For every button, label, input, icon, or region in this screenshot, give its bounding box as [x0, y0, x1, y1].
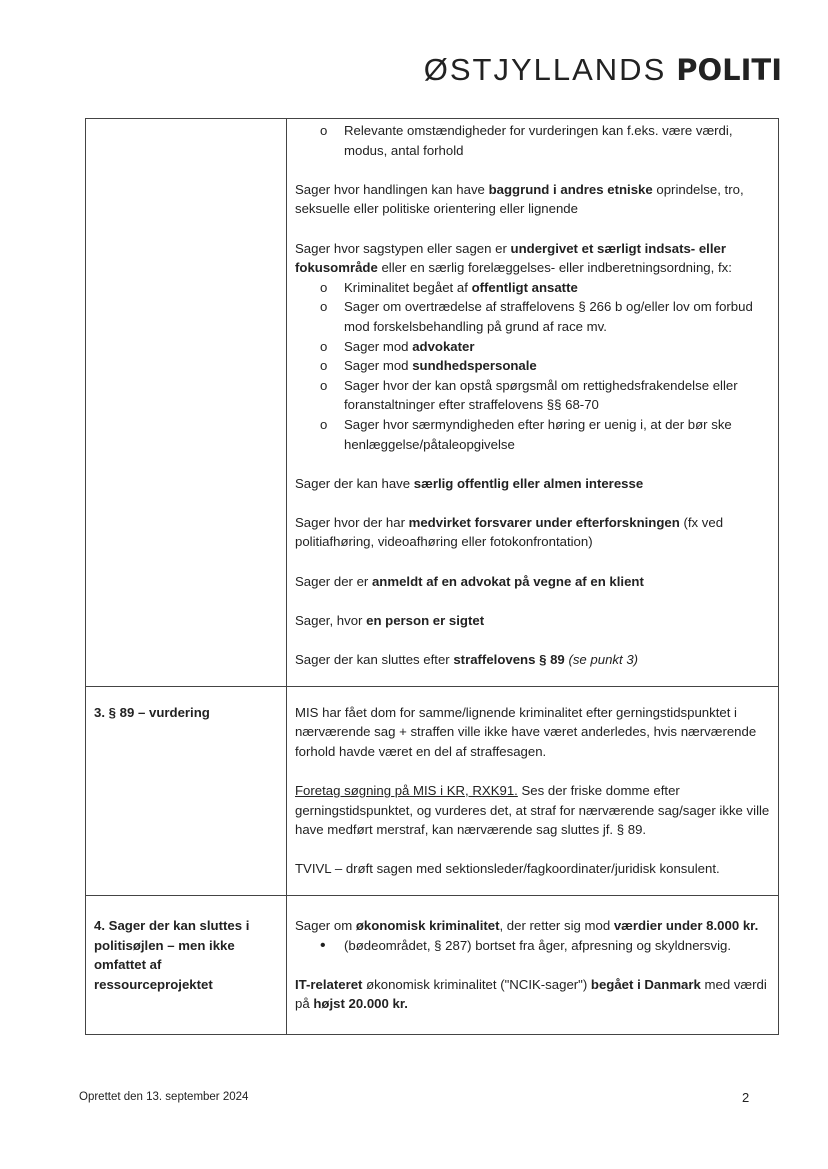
search-instruction-link: Foretag søgning på MIS i KR, RXK91. [295, 783, 518, 798]
list-item: o Sager mod sundhedspersonale [295, 356, 772, 376]
circle-bullet-icon: o [320, 358, 328, 374]
police-logo [424, 52, 782, 88]
logo-politi-text: POLITI [676, 53, 782, 87]
list-item: o Sager mod advokater [295, 337, 772, 357]
row-content [287, 119, 779, 687]
footer-created-date: Oprettet den 13. september 2024 [79, 1091, 249, 1103]
bullet-list [295, 936, 772, 956]
row-content [287, 686, 779, 895]
list-item: o Kriminalitet begået af offentligt ansatte [295, 278, 772, 298]
list-item: o Sager hvor der kan opstå spørgsmål om rettighedsfrakendelse eller foranstaltninger efter straffelovens §§ 68-70 [320, 377, 738, 413]
paragraph: Sager hvor handlingen kan have baggrund i andres etniske oprindelse, tro, seksuelle eller politiske orientering eller lignende [295, 181, 744, 217]
row-label: 4. Sager der kan sluttes i politisøjlen – men ikke omfattet af ressourceprojektet [86, 895, 287, 1034]
paragraph: MIS har fået dom for samme/lignende kriminalitet efter gerningstidspunktet i nærværende sag + straffen ville ikke have været anderledes, hvis nærværende forhold havde været en del af straffesagen. [295, 704, 757, 759]
list-item: • (bødeområdet, § 287) bortset fra åger, afpresning og skyldnersvig. [320, 936, 732, 954]
row-label: 3. § 89 – vurdering [86, 686, 287, 895]
circle-bullet-icon: o [320, 377, 328, 393]
paragraph: IT-relateret økonomisk kriminalitet ("NCIK-sager") begået i Danmark med værdi på højst 20.000 kr. [295, 976, 767, 1012]
table-row [86, 686, 779, 895]
logo-region-text: ØSTJYLLANDS [423, 52, 667, 87]
paragraph: Sager der kan have særlig offentlig eller almen interesse [295, 475, 644, 491]
table-row [86, 895, 779, 1034]
row-content [287, 895, 779, 1034]
circle-bullet-icon: o [320, 338, 328, 354]
circle-bullet-icon: o [320, 279, 328, 295]
guideline-table [85, 118, 779, 1035]
paragraph: Sager hvor der har medvirket forsvarer under efterforskningen (fx ved politiafhøring, videoafhøring eller fotokonfrontation) [295, 514, 724, 550]
list-item: o Relevante omstændigheder for vurderingen kan f.eks. være værdi, modus, antal forhold [320, 123, 733, 158]
table-row [86, 119, 779, 687]
circle-bullet-icon: o [320, 416, 328, 432]
paragraph: Sager, hvor en person er sigtet [295, 612, 485, 628]
row-label-empty [86, 119, 287, 687]
paragraph: Foretag søgning på MIS i KR, RXK91. Ses der friske domme efter gerningstidspunktet, og vurderes det, at straf for nærværende sag/sager ikke ville have medført merstraf, kan nærværende sag sluttes jf. § 89. [295, 783, 770, 838]
bullet-list [295, 121, 772, 160]
bullet-list [295, 278, 772, 454]
list-item: o Sager hvor særmyndigheden efter høring er uenig i, at der bør ske henlæggelse/påtaleopgivelse [320, 416, 732, 452]
dot-bullet-icon: • [320, 936, 326, 954]
page-number: 2 [742, 1090, 750, 1105]
paragraph: Sager der kan sluttes efter straffelovens § 89 (se punkt 3) [295, 652, 639, 668]
circle-bullet-icon: o [320, 299, 328, 315]
list-item: o Sager om overtrædelse af straffelovens § 266 b og/eller lov om forbud mod forskelsbehandling på grund af race mv. [320, 299, 753, 334]
circle-bullet-icon: o [320, 123, 328, 138]
paragraph: TVIVL – drøft sagen med sektionsleder/fagkoordinater/juridisk konsulent. [295, 861, 720, 877]
paragraph: Sager om økonomisk kriminalitet, der retter sig mod værdier under 8.000 kr. [295, 917, 759, 933]
paragraph: Sager der er anmeldt af en advokat på vegne af en klient [295, 573, 644, 589]
paragraph: Sager hvor sagstypen eller sagen er undergivet et særligt indsats- eller fokusområde eller en særlig forelæggelses- eller indberetningsordning, fx: [295, 240, 732, 276]
